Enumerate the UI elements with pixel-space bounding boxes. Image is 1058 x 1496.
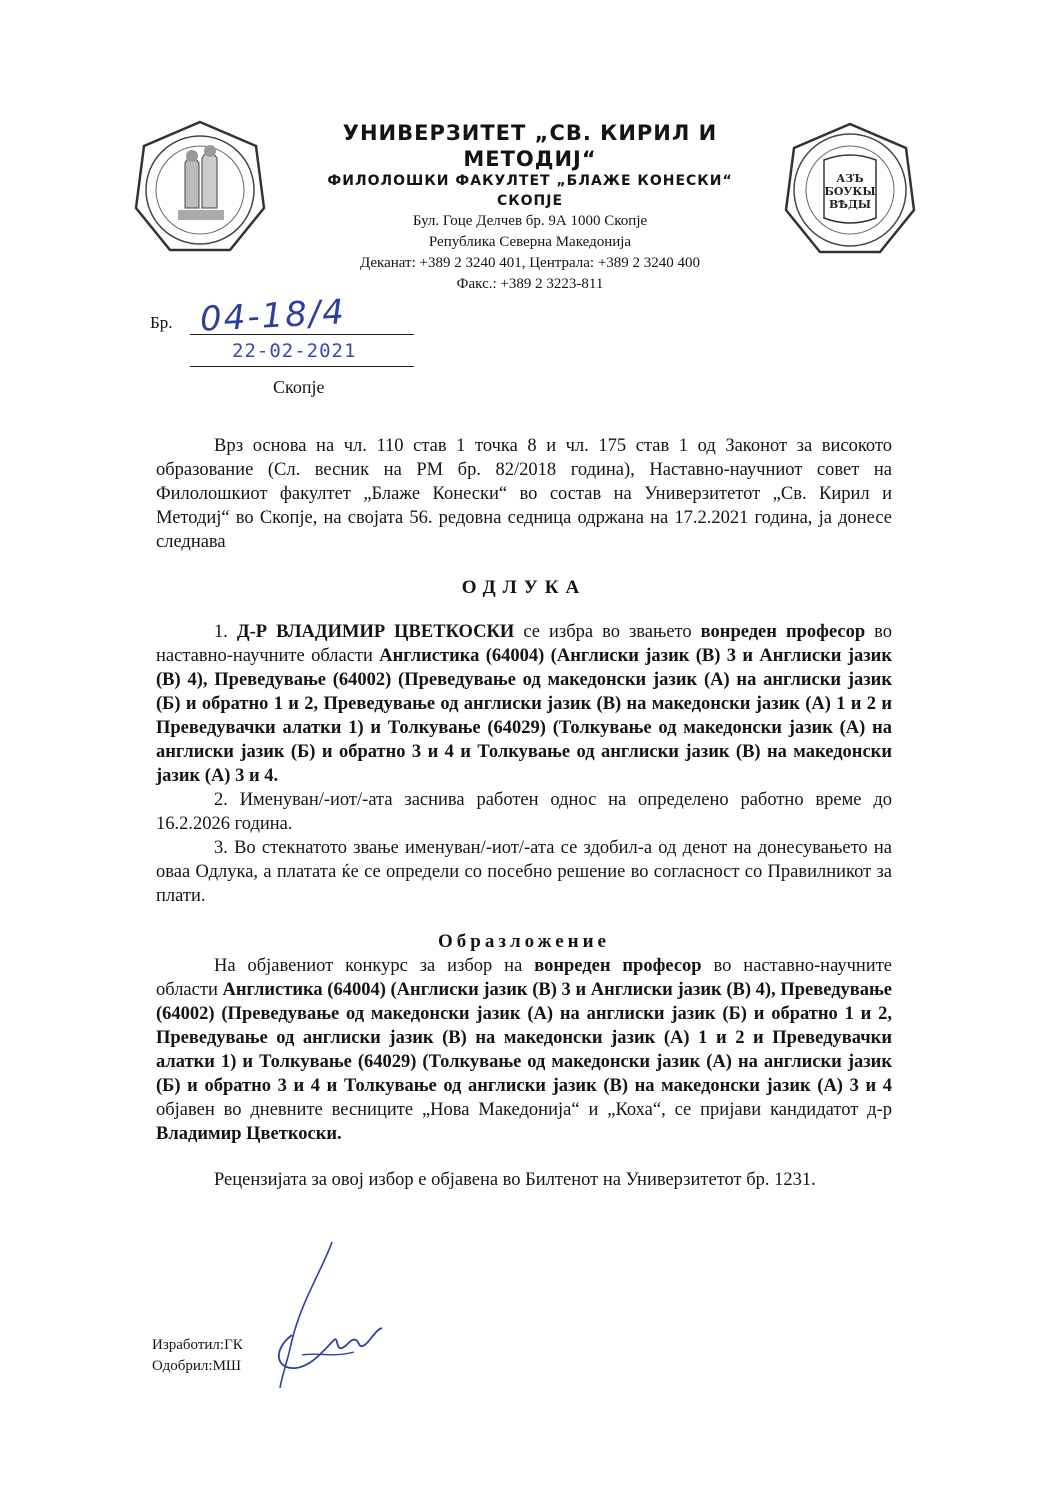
university-seal-icon (780, 120, 920, 260)
university-name: УНИВЕРЗИТЕТ „СВ. КИРИЛ И МЕТОДИЈ“ (342, 121, 718, 171)
reasoning-candidate-name: Владимир Цветкоски. (156, 1124, 342, 1144)
seal-text-2: БОУКЫ (824, 185, 876, 198)
reference-number: 04-18/4 (199, 292, 347, 340)
decision-item-1 (156, 620, 892, 788)
document-body (156, 434, 892, 1192)
letterhead (280, 120, 780, 295)
seal-text-3: ВѢДЫ (829, 198, 871, 211)
footer-initials (152, 1335, 243, 1377)
intro-paragraph: Врз основа на чл. 110 став 1 точка 8 и чл. 175 став 1 од Законот за високото образование (Сл. весник на РМ бр. 82/2018 година), Наставно-научниот совет на Филолошкиот факултет „Блаже Конески“ во состав на Универзитетот „Св. Кирил и Методиј“ во Скопје, на својата 56. редовна седница одржана на 17.2.2021 година, ја донесе следнава (156, 436, 892, 552)
reference-label: Бр. (150, 313, 173, 332)
reference-date-underline (190, 366, 414, 367)
reasoning-areas: Англистика (64004) (Англиски јазик (В) 3 и Англиски јазик (В) 4), Преведување (64002) (Преведување од македонски јазик (А) на англиски јазик (Б) и обратно 1 и 2, Преведување од англиски јазик (В) на македонски јазик (А) 1 и 2 и Преведувачки алатки 1) и Толкување (64029) (Толкување од македонски јазик (А) на англиски јазик (Б) и обратно 3 и 4 и Толкување од англиски јазик (В) на македонски јазик (А) 3 и 4 (156, 980, 892, 1096)
prepared-by: Изработил:ГК (152, 1337, 243, 1353)
country-line: Република Северна Македонија (428, 234, 632, 250)
faculty-seal-icon (130, 118, 270, 258)
academic-rank: вонреден професор (700, 622, 866, 642)
item-1-text-a: се избра во звањето (514, 622, 701, 642)
reasoning-text-b: во наставно-научните области (156, 956, 893, 1000)
scientific-areas: Англистика (64004) (Англиски јазик (В) 3 и Англиски јазик (В) 4), Преведување (64002) (Преведување од македонски јазик (А) на англиски јазик (Б) и обратно 1 и 2, Преведување од англиски јазик (В) на македонски јазик (А) 1 и 2 и Преведувачки алатки 1) и Толкување (64029) (Толкување од македонски јазик (А) на англиски јазик (Б) и обратно 3 и 4 и Толкување од англиски јазик (В) на македонски јазик (А) 3 и 4. (156, 646, 892, 786)
fax-line: Факс.: +389 2 3223-811 (456, 276, 604, 292)
reference-city: Скопје (273, 377, 325, 397)
decision-title: ОДЛУКА (461, 577, 587, 598)
faculty-name: ФИЛОЛОШКИ ФАКУЛТЕТ „БЛАЖЕ КОНЕСКИ“ (327, 173, 733, 189)
item-1-number: 1. (214, 622, 237, 642)
decision-item-3: 3. Во стекнатото звање именуван/-иот/-ата се здобил-а од денот на донесувањето на оваа Одлука, а платата ќе се определи со посебно решение во согласност со Правилникот за плати. (156, 838, 892, 906)
reasoning-text-a: На објавениот конкурс за избор на (214, 956, 535, 976)
reference-underline (190, 334, 414, 335)
review-paragraph: Рецензијата за овој избор е објавена во Билтенот на Универзитетот бр. 1231. (214, 1170, 816, 1190)
reference-date-stamp: 22-02-2021 (232, 340, 357, 362)
phones-line: Деканат: +389 2 3240 401, Централа: +389 2 3240 400 (359, 255, 701, 271)
signature-icon (262, 1240, 392, 1390)
seal-text-1: АЗЪ (836, 172, 864, 185)
reasoning-text-c: објавен во дневните весниците „Нова Македонија“ и „Коха“, се пријави кандидатот д-р (156, 1100, 892, 1120)
address-line: Бул. Гоце Делчев бр. 9А 1000 Скопје (412, 213, 648, 229)
city-name: СКОПЈЕ (496, 193, 564, 209)
reasoning-paragraph (156, 954, 892, 1146)
reasoning-title: Образложение (438, 931, 610, 952)
candidate-name: Д-Р ВЛАДИМИР ЦВЕТКОСКИ (236, 622, 515, 642)
decision-item-2: 2. Именуван/-иот/-ата заснива работен однос на определено работно време до 16.2.2026 година. (156, 790, 892, 834)
approved-by: Одобрил:МШ (152, 1358, 242, 1374)
item-1-text-b: во наставно-научните области (156, 622, 893, 666)
reasoning-rank: вонреден професор (534, 956, 702, 976)
